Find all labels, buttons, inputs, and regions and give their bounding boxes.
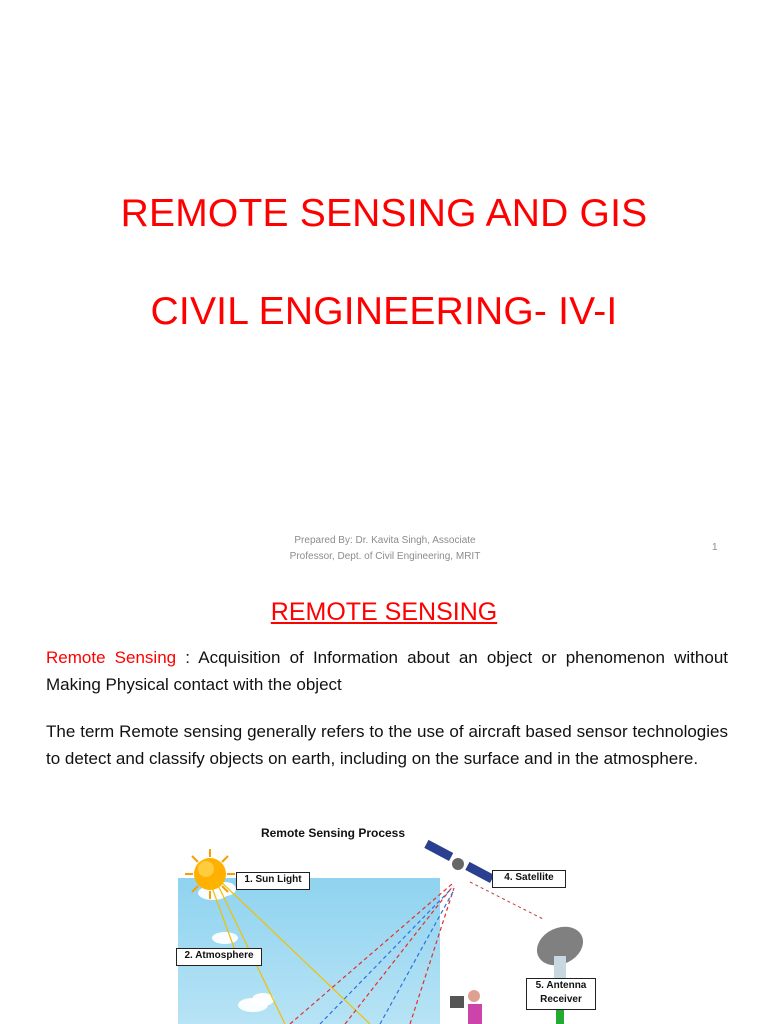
definition-term: Remote Sensing [46,648,177,667]
section-heading: REMOTE SENSING [270,598,498,626]
antenna-label-line-1: 5. Antenna [535,980,587,991]
satellite-label: 4. Satellite [492,870,566,888]
sun-light-label: 1. Sun Light [236,872,310,890]
slide-title-line-1: REMOTE SENSING AND GIS [120,192,648,235]
footer-line-1: Prepared By: Dr. Kavita Singh, Associate [294,535,476,546]
diagram-title: Remote Sensing Process [260,826,406,840]
operator-icon [450,990,482,1024]
description-paragraph: The term Remote sensing generally refers to the use of aircraft based sensor technologies to detect and classify objects on earth, including on the surface and in the atmosphere. [46,722,728,768]
footer-line-2: Professor, Dept. of Civil Engineering, MRIT [289,551,481,562]
page-number: 1 [712,542,718,553]
antenna-label-line-2: Receiver [540,994,582,1005]
slide-title-line-2: CIVIL ENGINEERING- IV-I [150,290,618,333]
definition-paragraph [46,644,728,698]
definition-text: : Acquisition of Information about an object or phenomenon without Making Physical contact with the object [46,648,728,694]
content-slide [0,576,768,1024]
slide-footer [270,533,500,565]
remote-sensing-diagram [170,824,590,1024]
satellite-icon [424,840,494,883]
antenna-receiver-label [526,978,596,1010]
atmosphere-label: 2. Atmosphere [176,948,262,966]
